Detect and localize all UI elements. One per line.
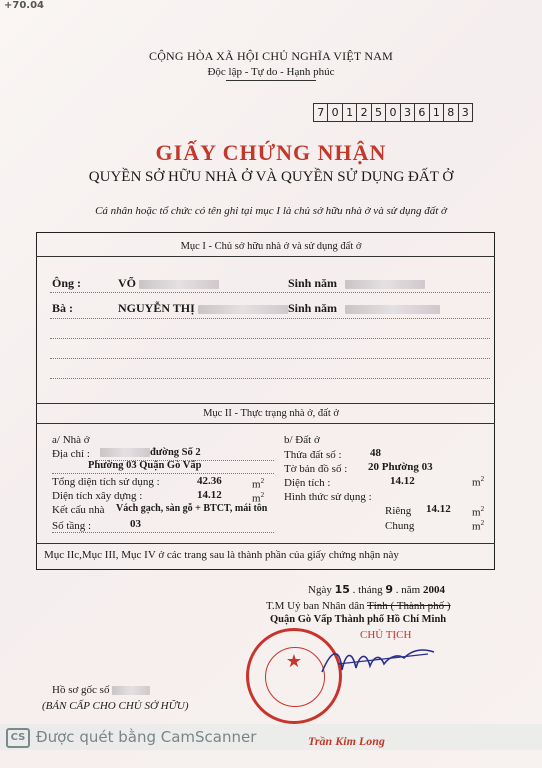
signer-authority: T.M Uỷ ban Nhân dân Tỉnh ( Thành phố ) xyxy=(266,600,451,612)
divider xyxy=(36,543,495,544)
official-seal: ★ xyxy=(246,628,342,724)
map-label: Tờ bản đồ số : xyxy=(284,463,348,475)
dotted-line xyxy=(52,473,274,474)
use-form-label: Hình thức sử dụng : xyxy=(284,491,372,503)
total-area-value: 42.36 xyxy=(197,475,222,487)
private-label: Riêng xyxy=(385,505,412,517)
owner2-name: NGUYỄN THỊ xyxy=(118,301,288,316)
address-line2: Phường 03 Quận Gò Vấp xyxy=(88,460,202,471)
signer-district: Quận Gò Vấp Thành phố Hồ Chí Minh xyxy=(270,614,447,625)
build-area-label: Diện tích xây dựng : xyxy=(52,490,143,502)
redacted-text xyxy=(139,280,219,289)
private-value: 14.12 xyxy=(426,503,451,515)
house-heading: a/ Nhà ở xyxy=(52,434,90,446)
owner2-label: Bà : xyxy=(52,301,73,315)
structure-label: Kết cấu nhà xyxy=(52,504,105,516)
owner1-name: VÕ xyxy=(118,276,219,291)
dotted-line xyxy=(50,338,490,339)
shared-label: Chung xyxy=(385,520,415,532)
signer-position: CHỦ TỊCH xyxy=(360,629,412,641)
shared-unit: $m^2$ xyxy=(472,519,485,533)
land-heading: b/ Đất ở xyxy=(284,434,320,446)
section2-heading: Mục II - Thực trạng nhà ở, đất ở xyxy=(203,408,339,419)
dotted-line xyxy=(52,532,274,533)
divider xyxy=(36,423,495,424)
scanner-watermark: Được quét bằng CamScanner xyxy=(36,728,257,746)
private-unit: $m^2$ xyxy=(472,505,485,519)
redacted-text xyxy=(345,305,440,314)
parcel-value: 48 xyxy=(370,447,381,459)
redacted-text xyxy=(100,448,150,457)
redacted-text xyxy=(198,305,288,314)
owner1-label: Ông : xyxy=(52,276,82,290)
structure-value: Vách gạch, sàn gỗ + BTCT, mái tôn xyxy=(116,503,268,514)
section1-heading: Mục I - Chủ sở hữu nhà ở và sử dụng đất ở xyxy=(180,241,362,252)
floors-label: Số tầng : xyxy=(52,520,92,532)
parcel-label: Thửa đất số : xyxy=(284,449,342,461)
address-label: Địa chỉ : xyxy=(52,448,90,460)
land-area-value: 14.12 xyxy=(390,475,415,487)
owner2-birth-label: Sinh năm xyxy=(288,301,338,315)
floors-value: 03 xyxy=(130,518,141,530)
republic-header: CỘNG HÒA XÃ HỘI CHỦ NGHĨA VIỆT NAM xyxy=(148,49,394,63)
issue-date: Ngày 15 . tháng 9 . năm 2004 xyxy=(308,583,445,596)
owner1-birth-label: Sinh năm xyxy=(288,276,338,290)
document-title: GIẤY CHỨNG NHẬN xyxy=(155,140,387,165)
motto: Độc lập - Tự do - Hạnh phúc xyxy=(207,66,335,78)
total-area-unit: $m^2$ xyxy=(252,477,265,491)
camscanner-logo: CS xyxy=(6,728,30,748)
signature xyxy=(318,642,438,682)
file-no: Hồ sơ gốc số xyxy=(52,684,150,696)
copy-note: (BẢN CẤP CHO CHỦ SỞ HỮU) xyxy=(42,700,189,712)
build-area-value: 14.12 xyxy=(197,489,222,501)
build-area-unit: $m^2$ xyxy=(252,491,265,505)
intro-text: Cá nhân hoặc tổ chức có tên ghi tại mục I là chủ sở hữu nhà ở và sử dụng đất ở xyxy=(95,205,447,217)
redacted-text xyxy=(345,280,425,289)
dotted-line xyxy=(50,378,490,379)
divider xyxy=(36,403,495,404)
map-value: 20 Phường 03 xyxy=(368,461,433,473)
signer-name: Trần Kim Long xyxy=(308,734,385,748)
corner-note: +70.04 xyxy=(4,0,45,11)
redacted-text xyxy=(112,686,150,695)
dotted-line xyxy=(50,292,490,293)
dotted-line xyxy=(50,318,490,319)
divider xyxy=(36,256,495,257)
address-line1: đường Số 2 xyxy=(100,447,201,458)
dotted-line xyxy=(50,358,490,359)
serial-number-box: 7 0 1 2 5 0 3 6 1 8 3 xyxy=(313,103,473,122)
document-subtitle: QUYỀN SỞ HỮU NHÀ Ở VÀ QUYỀN SỬ DỤNG ĐẤT Ở xyxy=(88,169,454,185)
land-area-label: Diện tích : xyxy=(284,477,331,489)
motto-underline xyxy=(226,80,316,81)
total-area-label: Tổng diện tích sử dụng : xyxy=(52,476,160,488)
certificate-frame xyxy=(36,232,495,570)
land-area-unit: $m^2$ xyxy=(472,475,485,489)
section-note: Mục IIc,Mục III, Mục IV ở các trang sau là thành phần của giấy chứng nhận này xyxy=(44,549,399,561)
